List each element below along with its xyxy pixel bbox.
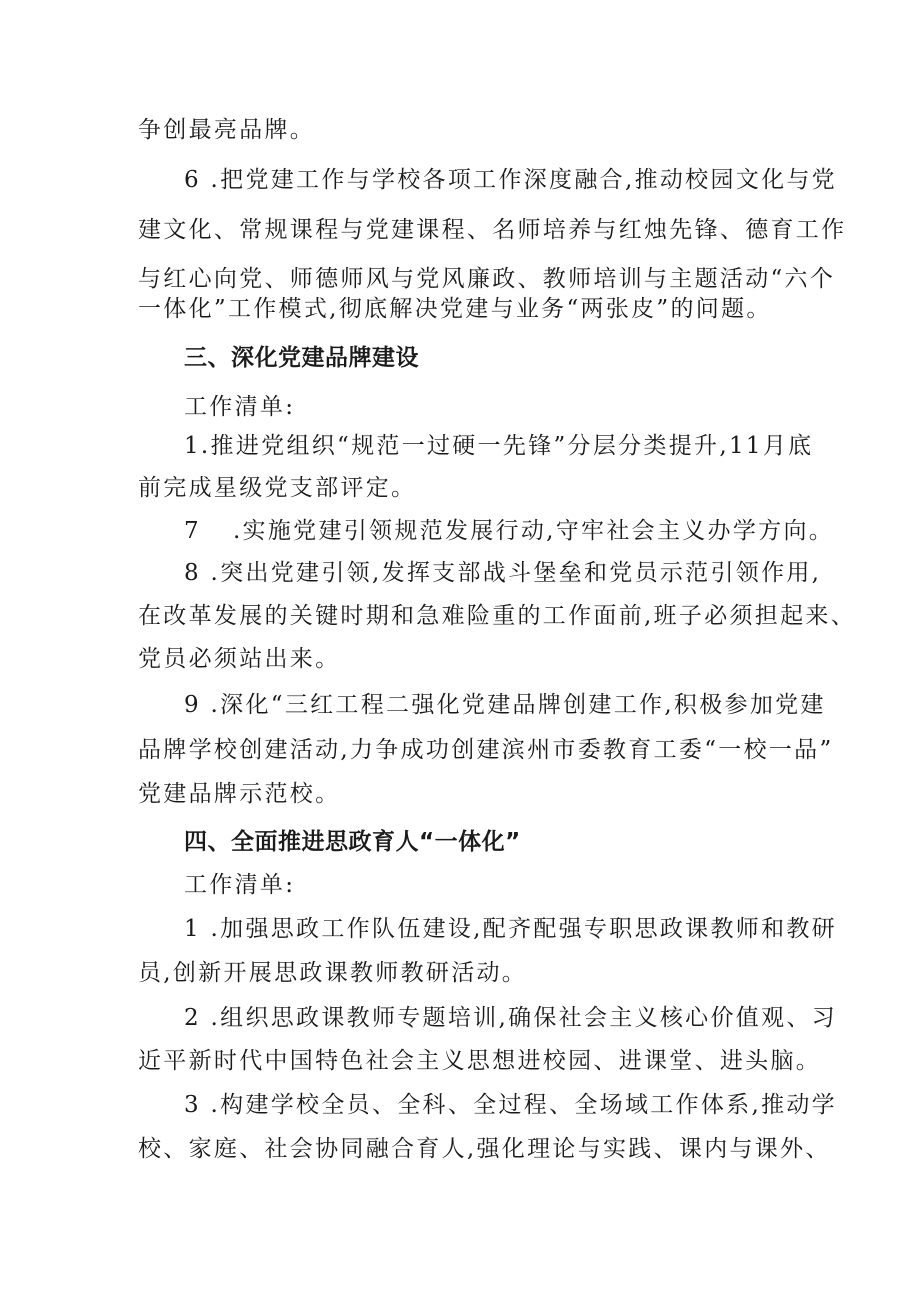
paragraph-line: 员,创新开展思政课教师教研活动。 [138, 960, 528, 986]
paragraph-line: 党员必须站出来。 [138, 646, 341, 672]
paragraph-line: 9 .深化“三红工程二强化党建品牌创建工作,积极参加党建 [184, 692, 826, 718]
paragraph-line: 1 .加强思政工作队伍建设,配齐配强专职思政课教师和教研 [184, 916, 837, 942]
paragraph-line: 近平新时代中国特色社会主义思想进校园、进课堂、进头脑。 [138, 1048, 822, 1074]
paragraph-line: 在改革发展的关键时期和急难险重的工作面前,班子必须担起来、 [138, 603, 857, 629]
paragraph-line: 校、家庭、社会协同融合育人,强化理论与实践、课内与课外、 [138, 1136, 831, 1162]
paragraph-line: 6 .把党建工作与学校各项工作深度融合,推动校园文化与党 [184, 167, 837, 193]
paragraph-line: 1.推进党组织“规范一过硬一先锋”分层分类提升,11月底 [184, 433, 814, 459]
paragraph-line: 一体化”工作模式,彻底解决党建与业务“两张皮”的问题。 [138, 296, 772, 322]
paragraph-line: 与红心向党、师德师风与党风廉政、教师培训与主题活动“六个 [138, 266, 836, 292]
section-heading: 四、全面推进思政育人“一体化” [184, 829, 521, 855]
paragraph-line: 3 .构建学校全员、全科、全过程、全场域工作体系,推动学 [184, 1092, 837, 1118]
paragraph-line: 工作清单: [184, 394, 296, 420]
paragraph-line: 2 .组织思政课教师专题培训,确保社会主义核心价值观、习 [184, 1005, 837, 1031]
paragraph-line [184, 516, 835, 546]
paragraph-line: 品牌学校创建活动,力争成功创建滨州市委教育工委“一校一品” [138, 737, 834, 763]
item-text: .实施党建引领规范发展行动,守牢社会主义办学方向。 [232, 518, 835, 544]
paragraph-line: 8 .突出党建引领,发挥支部战斗堡垒和党员示范引领作用, [184, 560, 822, 586]
paragraph-line: 工作清单: [184, 872, 296, 898]
paragraph-line: 前完成星级党支部评定。 [138, 475, 417, 501]
paragraph-line: 争创最亮品牌。 [138, 117, 316, 143]
paragraph-line: 党建品牌示范校。 [138, 781, 341, 807]
section-heading: 三、深化党建品牌建设 [184, 345, 419, 371]
item-number: 7 [184, 518, 201, 544]
paragraph-line: 建文化、常规课程与党建课程、名师培养与红烛先锋、德育工作 [138, 217, 847, 243]
